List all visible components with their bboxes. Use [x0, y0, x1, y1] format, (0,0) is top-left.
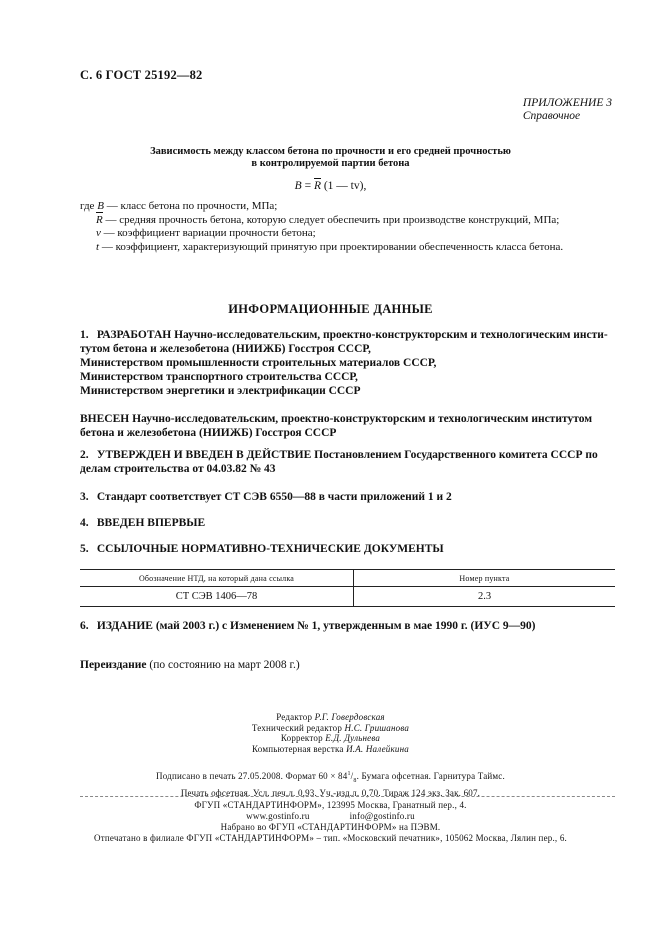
publisher-line3: Набрано во ФГУП «СТАНДАРТИНФОРМ» на ПЭВМ.	[220, 822, 441, 832]
publisher-email: info@gostinfo.ru	[349, 811, 415, 821]
info-section-5	[80, 542, 620, 556]
def-symbol: t	[96, 240, 100, 253]
section-title-line1: Зависимость между классом бетона по прочности и его средней прочностью	[150, 146, 511, 157]
where-label: где	[80, 200, 95, 212]
print-signed: Подписано в печать 27.05.2008. Формат 60 × 84	[156, 771, 348, 781]
info-section-4	[80, 516, 620, 530]
table-cell: СТ СЭВ 1406—78	[80, 587, 354, 607]
s1-line1: РАЗРАБОТАН Научно-исследовательским, проектно-конструкторским и технологическим инсти-	[96, 329, 608, 341]
def-symbol: R	[96, 213, 103, 226]
section-title-line2: в контролируемой партии бетона	[251, 158, 410, 169]
s1-vnesen-line2: бетона и железобетона (НИИЖБ) Госстроя СССР	[80, 427, 337, 439]
formula-lhs: B	[294, 180, 302, 192]
info-section-2	[80, 448, 620, 476]
s6-text: ИЗДАНИЕ (май 2003 г.) с Изменением № 1, утвержденным в мае 1990 г. (ИУС 9—90)	[96, 620, 536, 632]
formula-rbar: R	[313, 180, 321, 192]
section-title	[0, 146, 661, 170]
s2-bold: УТВЕРЖДЕН И ВВЕДЕН В ДЕЙСТВИЕ	[96, 449, 312, 461]
publisher-line4: Отпечатано в филиале ФГУП «СТАНДАРТИНФОРМ» – тип. «Московский печатник», 105062 Москва, Лялин пер., 6.	[94, 833, 567, 843]
s1-line3: Министерством промышленности строительных материалов СССР,	[80, 357, 437, 369]
s1-line2: тутом бетона и железобетона (НИИЖБ) Госстроя СССР,	[80, 343, 371, 355]
reissue-rest: (по состоянию на март 2008 г.)	[146, 659, 300, 671]
table-cell: 2.3	[354, 587, 616, 607]
reference-table	[80, 569, 615, 607]
editor-name: Н.С. Гришанова	[344, 722, 410, 733]
appendix-label	[523, 97, 612, 123]
def-text: — класс бетона по прочности, МПа;	[103, 200, 278, 212]
formula-rest: (1 — tv),	[320, 180, 367, 192]
print-info: Подписано в печать 27.05.2008. Формат $60 \times 84^1/_8$. Бумага офсетная. Гарнитура Таймс. Печать офсетная. Усл. печ.л. 0,93. Уч.-изд.л. 0,70. Тираж 124 экз. Зак. 607.	[0, 768, 661, 799]
s3-text: Стандарт соответствует СТ СЭВ 6550—88 в части приложений 1 и 2	[96, 491, 452, 503]
reissue-bold: Переиздание	[80, 659, 147, 671]
s4-text: ВВЕДЕН ВПЕРВЫЕ	[96, 517, 206, 529]
editor-role: Компьютерная верстка	[252, 743, 344, 754]
def-text: — коэффициент вариации прочности бетона;	[100, 227, 316, 239]
appendix-title: ПРИЛОЖЕНИЕ 3	[522, 97, 612, 109]
publisher-site: www.gostinfo.ru	[246, 811, 310, 821]
info-section-3	[80, 490, 620, 504]
print-line2: Печать офсетная. Усл. печ.л. 0,93. Уч.-изд.л. 0,70. Тираж 124 экз. Зак. 607.	[180, 787, 481, 798]
def-symbol: B	[97, 200, 104, 212]
section-number: 3.	[80, 491, 89, 503]
editor-name: И.А. Налейкина	[346, 743, 409, 754]
table-row	[80, 587, 615, 607]
def-text: — коэффициент, характеризующий принятую при проектировании обеспеченность класса бетона.	[99, 240, 564, 253]
formula-eq: =	[301, 180, 314, 192]
s1-line4: Министерством транспортного строительства СССР,	[80, 371, 358, 383]
section-number: 5.	[80, 543, 89, 555]
section-number: 2.	[80, 449, 89, 461]
editor-name: Р.Г. Говердовская	[314, 712, 385, 722]
def-symbol: v	[96, 227, 101, 239]
info-section-6	[80, 619, 620, 633]
section-number: 6.	[80, 620, 89, 632]
section-number: 4.	[80, 517, 89, 529]
publisher-line1: ФГУП «СТАНДАРТИНФОРМ», 123995 Москва, Гранатный пер., 4.	[194, 800, 467, 810]
editor-role: Технический редактор	[251, 722, 343, 733]
divider	[80, 796, 615, 797]
info-title: ИНФОРМАЦИОННЫЕ ДАННЫЕ	[228, 302, 433, 316]
reissue-note	[80, 659, 300, 671]
s2-rest: Постановлением Государственного комитета СССР по	[311, 449, 598, 461]
publisher-block	[0, 800, 661, 844]
formula	[0, 180, 661, 192]
s1-line5: Министерством энергетики и электрификации СССР	[80, 385, 361, 397]
s2-line2: делам строительства от 04.03.82 № 43	[80, 463, 276, 475]
format-sup: 1	[347, 771, 351, 777]
def-text: — средняя прочность бетона, которую следует обеспечить при производстве конструкций, МПа;	[102, 213, 560, 226]
table-header-cell: Обозначение НТД, на который дана ссылка	[80, 570, 354, 587]
s1-vnesen-line1: ВНЕСЕН Научно-исследовательским, проектно-конструкторским и технологическим институтом	[80, 413, 593, 425]
page-header: С. 6 ГОСТ 25192—82	[80, 68, 203, 82]
print-signed-rest: . Бумага офсетная. Гарнитура Таймс.	[356, 771, 505, 781]
table-header-cell: Номер пункта	[354, 570, 616, 587]
s5-text: ССЫЛОЧНЫЕ НОРМАТИВНО-ТЕХНИЧЕСКИЕ ДОКУМЕНТЫ	[96, 543, 444, 555]
appendix-subtitle: Справочное	[522, 110, 581, 122]
editor-name: Е.Д. Дульнева	[325, 733, 381, 743]
editors-block	[0, 712, 661, 754]
definitions	[80, 200, 563, 254]
info-section-1	[80, 328, 620, 440]
table-header-row	[80, 570, 615, 587]
section-number: 1.	[80, 329, 89, 341]
editor-role: Редактор	[276, 712, 313, 722]
format-sub: 8	[353, 777, 357, 784]
editor-role: Корректор	[280, 733, 323, 743]
